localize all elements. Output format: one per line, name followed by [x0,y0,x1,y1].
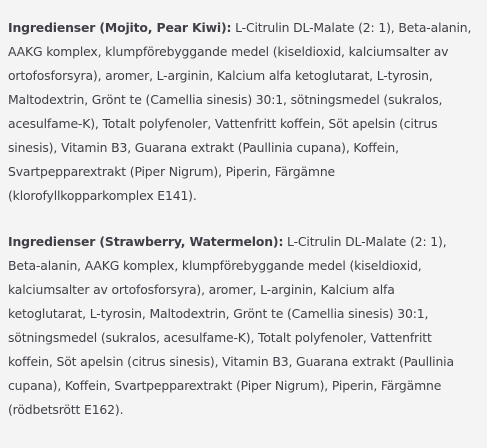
ingredients-strawberry-watermelon [8,230,473,422]
ingredients-label: Ingredienser (Mojito, Pear Kiwi): [8,20,232,35]
ingredients-text: L-Citrulin DL-Malate (2: 1), Beta-alanin, AAKG komplex, klumpförebyggande medel (kiseldioxid, kalciumsalter av ortofosforsyra), aromer, L-arginin, Kalcium alfa ketoglutarat, L-tyrosin, Maltodextrin, Grönt te (Camellia sinesis) 30:1, sötningsmedel (sukralos, acesulfame-K), Totalt polyfenoler, Vattenfritt koffein, Söt apelsin (citrus sinesis), Vitamin B3, Guarana extrakt (Paullinia cupana), Koffein, Svartpepparextrakt (Piper Nigrum), Piperin, Färgämne (klorofyllkopparkomplex E141). [8,20,472,203]
ingredients-label: Ingredienser (Strawberry, Watermelon): [8,234,284,249]
ingredients-mojito-pear-kiwi [8,16,473,208]
ingredients-text: L-Citrulin DL-Malate (2: 1), Beta-alanin, AAKG komplex, klumpförebyggande medel (kiseldioxid, kalciumsalter av ortofosforsyra), aromer, L-arginin, Kalcium alfa ketoglutarat, L-tyrosin, Maltodextrin, Grönt te (Camellia sinesis) 30:1, sötningsmedel (sukralos, acesulfame-K), Totalt polyfenoler, Vattenfritt koffein, Söt apelsin (citrus sinesis), Vitamin B3, Guarana extrakt (Paullinia cupana), Koffein, Svartpepparextrakt (Piper Nigrum), Piperin, Färgämne (rödbetsrött E162). [8,234,454,417]
